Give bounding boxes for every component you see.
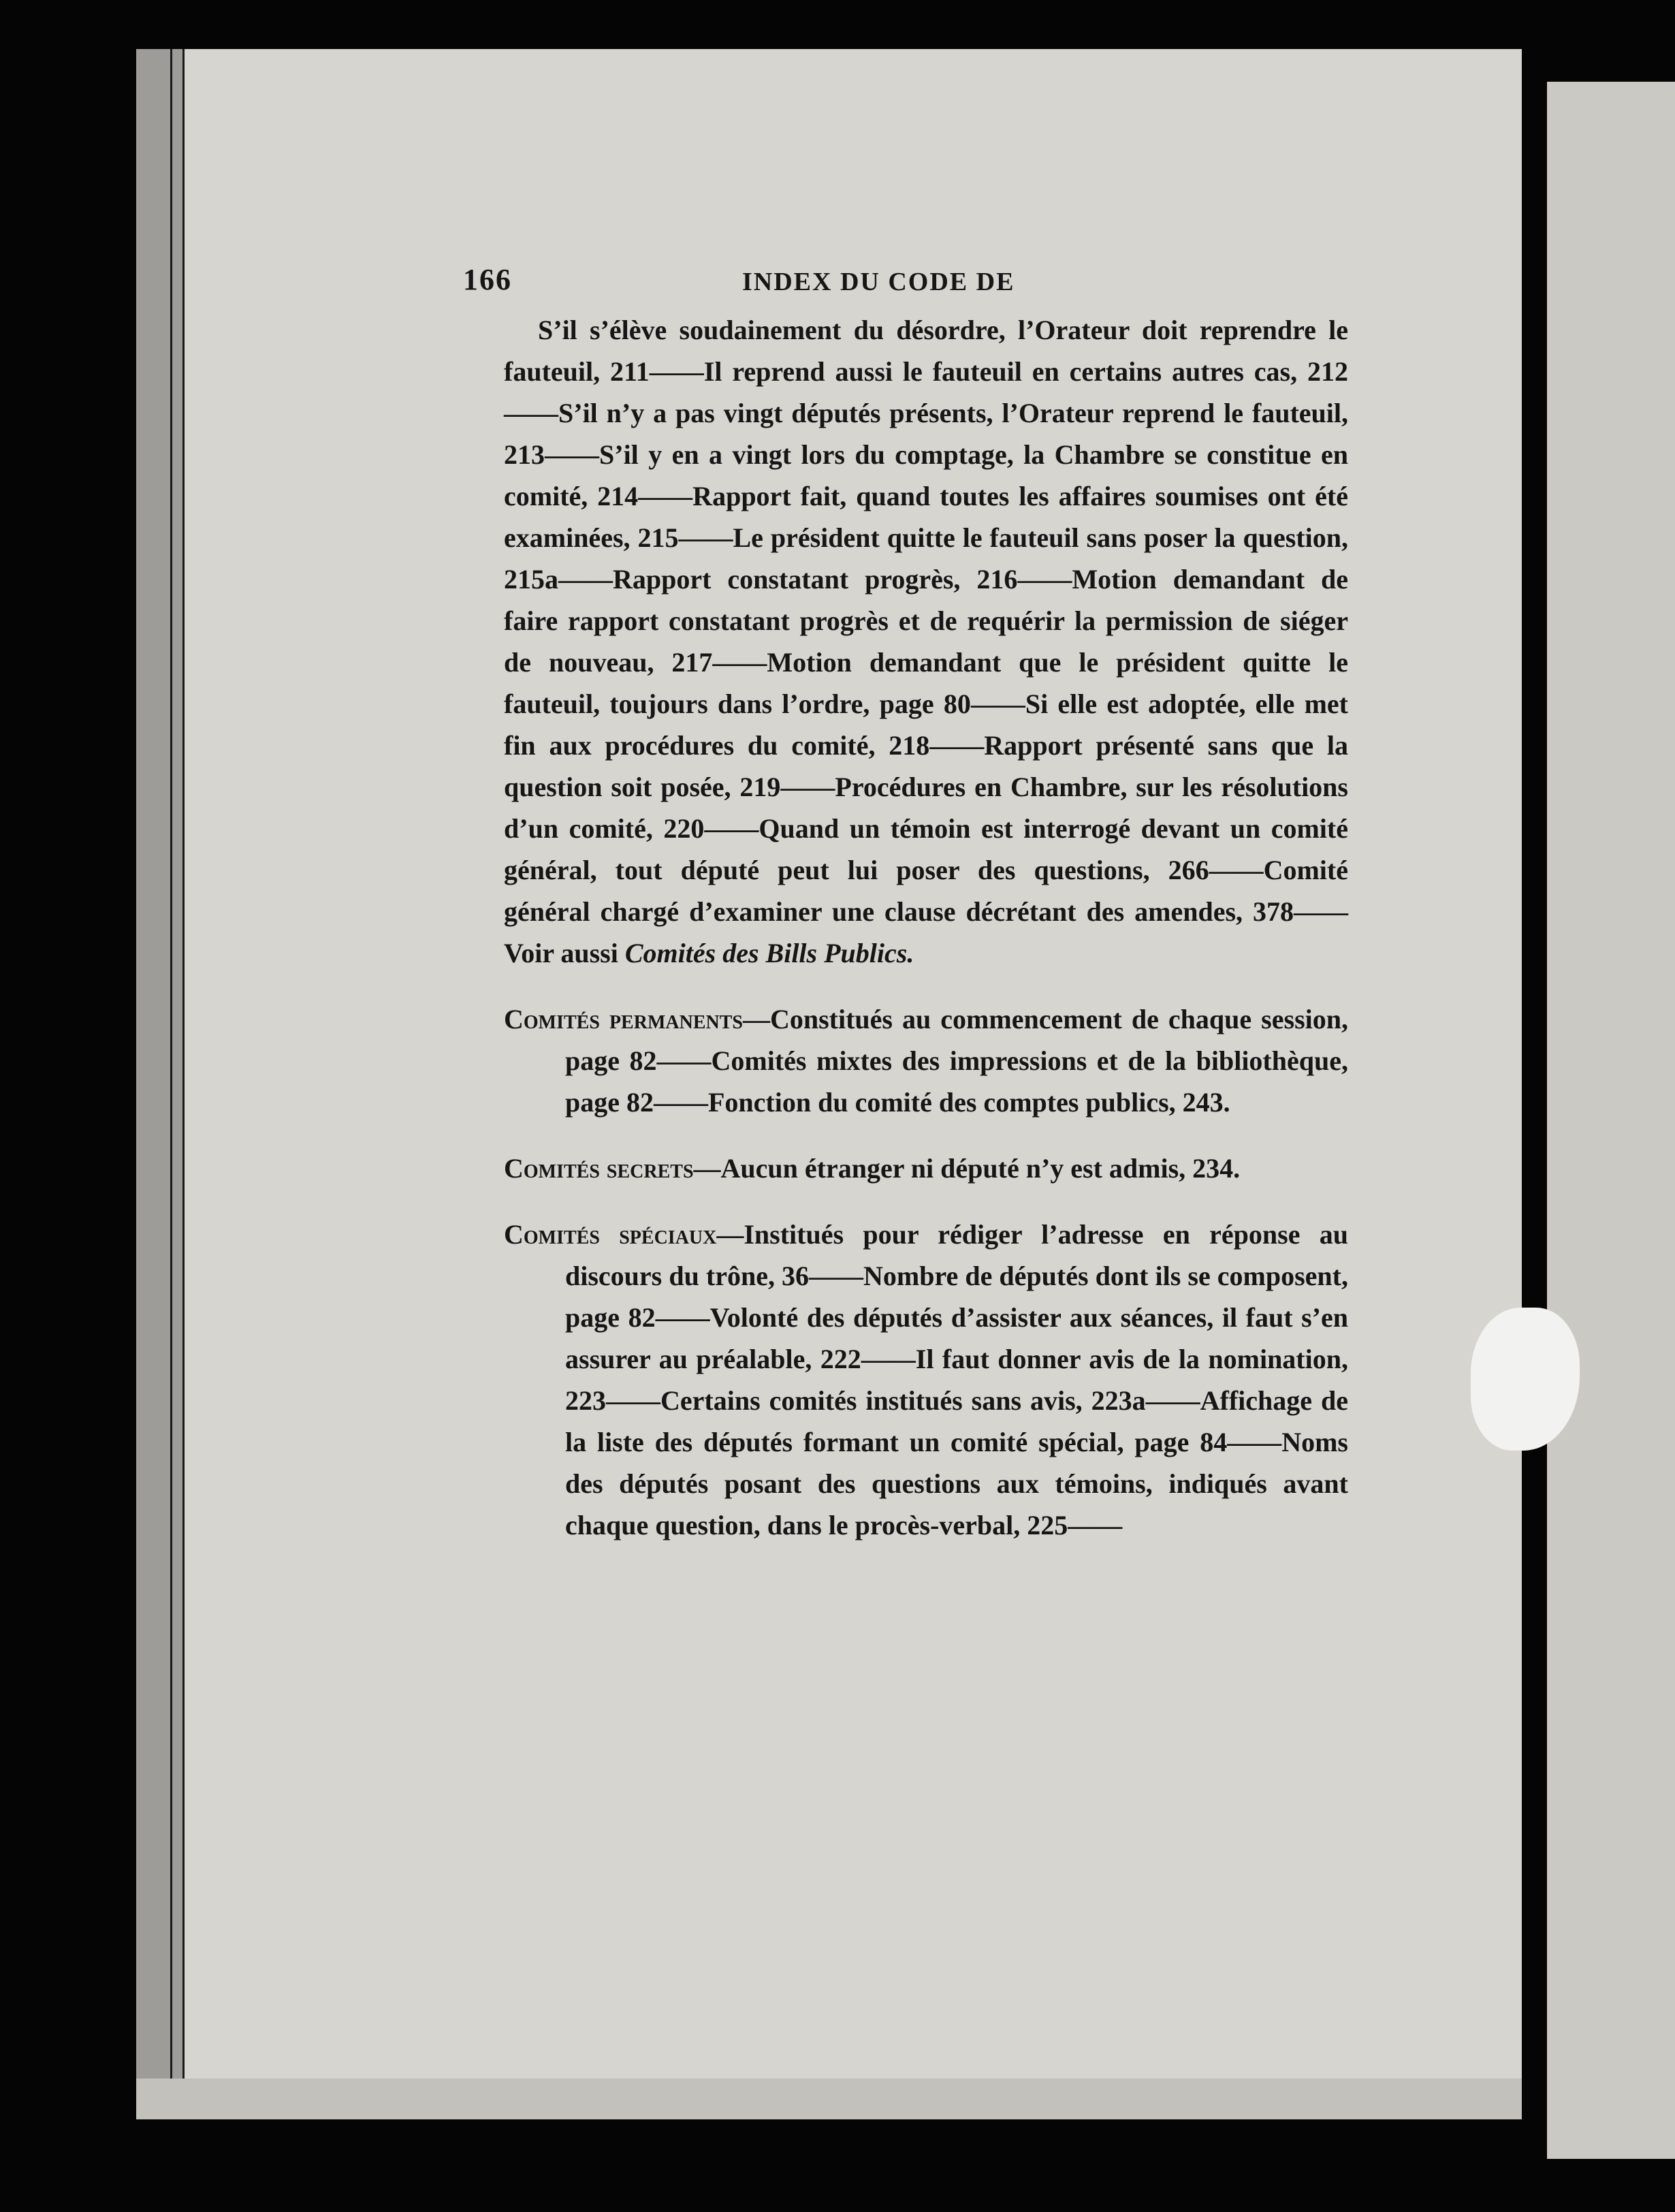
index-text [463, 259, 1349, 1570]
entry-term: Comités spéciaux [504, 1219, 717, 1250]
adjacent-page [1547, 82, 1675, 2159]
cross-reference: Comités des Bills Publics. [624, 938, 914, 968]
running-title: INDEX DU CODE DE [742, 268, 1015, 296]
entry-text: S’il s’élève soudainement du désordre, l’Orateur doit reprendre le fauteuil, 211——Il reprend aussi le fauteuil en certains autres cas, 212——S’il n’y a pas vingt députés présents, l’Orateur reprend le fauteuil, 213——S’il y en a vingt lors du comptage, la Chambre se constitue en comité, 214——Rapport fait, quand toutes les affaires soumises ont été examinées, 215——Le président quitte le fauteuil sans poser la question, 215a——Rapport constatant progrès, 216——Motion demandant de faire rapport constatant progrès et de requérir la permission de siéger de nouveau, 217——Motion demandant que le président quitte le fauteuil, toujours dans l’ordre, page 80——Si elle est adoptée, elle met fin aux procédures du comité, 218——Rapport présenté sans que la question soit posée, 219——Procédures en Chambre, sur les résolutions d’un comité, 220——Quand un témoin est interrogé devant un comité général, tout député peut lui poser des questions, 266——Comité général chargé d’examiner une clause décrétant des amendes, 378——Voir aussi [504, 315, 1348, 968]
page-bottom-margin [136, 2079, 1522, 2119]
index-entry [504, 1148, 1348, 1189]
entry-text: —Institués pour rédiger l’adresse en réponse au discours du trône, 36——Nombre de députés dont ils se composent, page 82——Volonté des députés d’assister aux séances, il faut s’en assurer au préalable, 222——Il faut donner avis de la nomination, 223——Certains comités institués sans avis, 223a——Affichage de la liste des députés formant un comité spécial, page 84——Noms des députés posant des questions aux témoins, indiqués avant chaque question, dans le procès-verbal, 225—— [565, 1219, 1349, 1540]
binding-line [170, 49, 172, 2119]
entry-term: Comités permanents [504, 1004, 743, 1034]
page-binding-edge [136, 49, 184, 2119]
entry-text: —Aucun étranger ni député n’y est admis, 234. [693, 1153, 1241, 1184]
index-entry [504, 1214, 1348, 1546]
binding-line [182, 49, 185, 2119]
entry-text: —Constitués au commencement de chaque session, page 82——Comités mixtes des impressions et de la bibliothèque, page 82——Fonction du comité des comptes publics, 243. [565, 1004, 1348, 1118]
running-header [463, 259, 1348, 302]
page-number: 166 [463, 263, 512, 296]
continued-entry [504, 309, 1348, 974]
index-entry [504, 998, 1348, 1123]
entry-term: Comités secrets [504, 1153, 694, 1184]
